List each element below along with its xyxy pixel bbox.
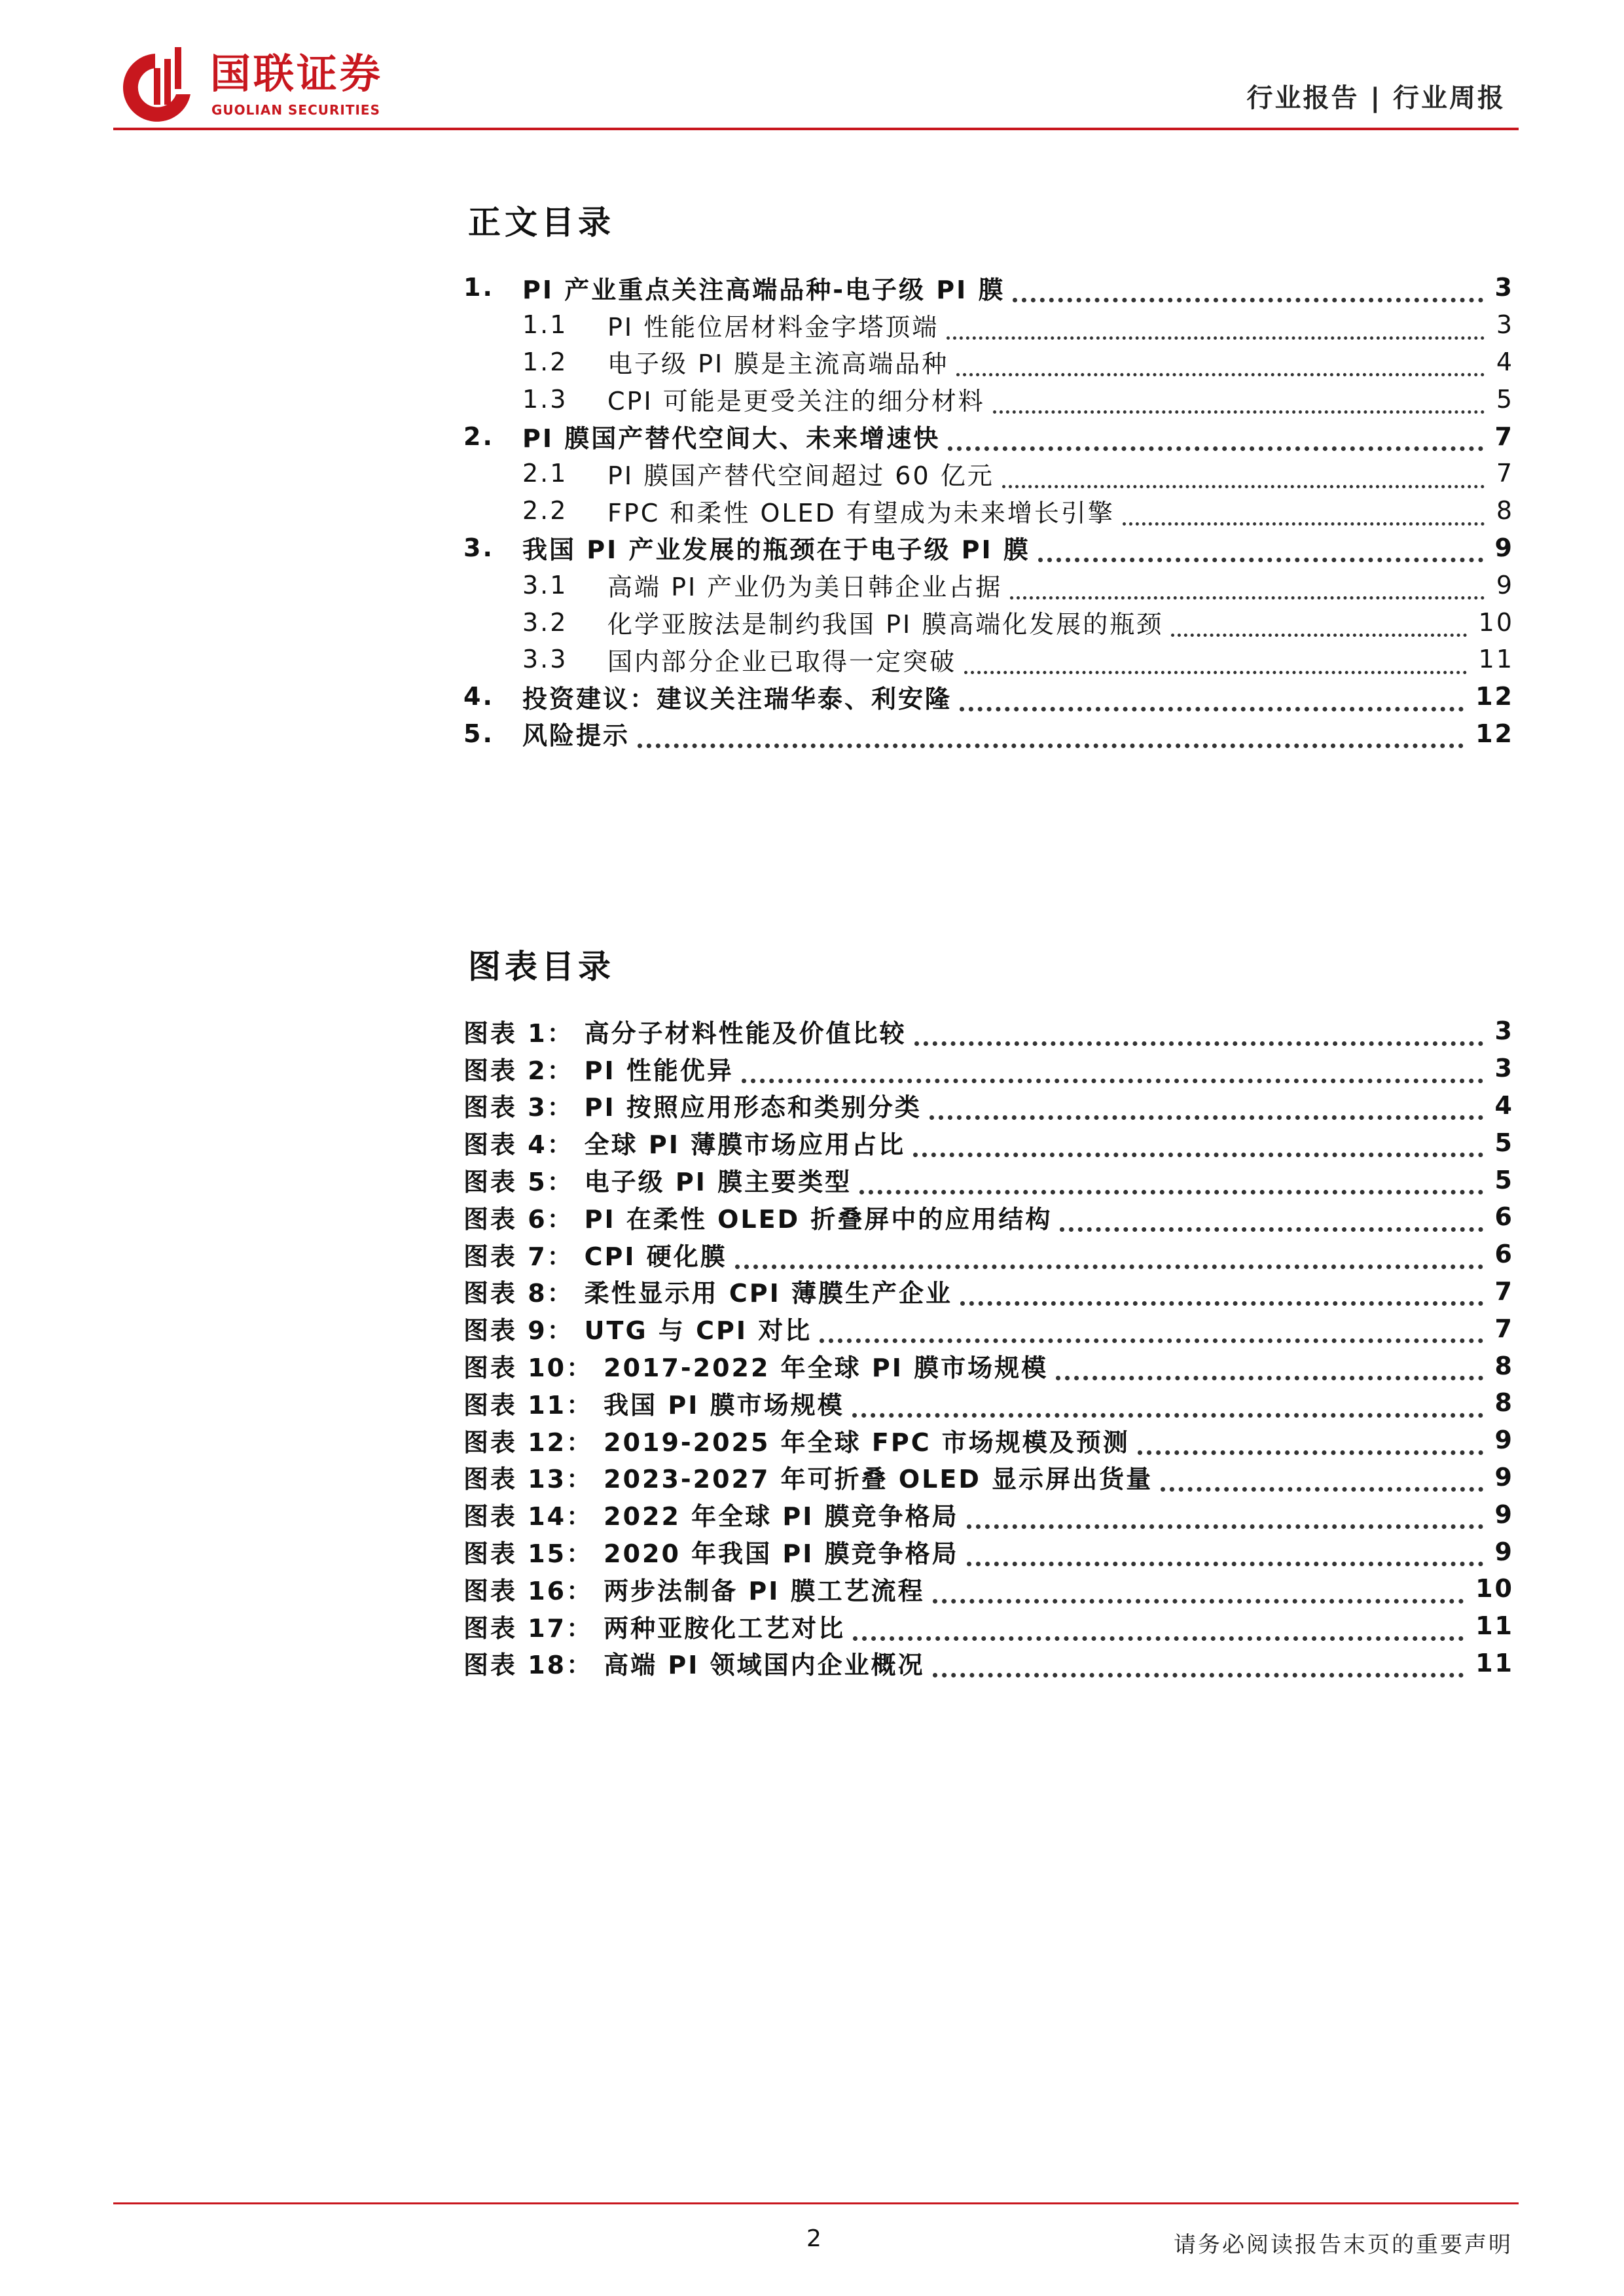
entry-number: 图表 13： — [463, 1465, 594, 1494]
entry-page-number: 9 — [1494, 1462, 1514, 1492]
dot-leader — [947, 314, 1485, 340]
figure-toc-entry[interactable] — [463, 1645, 1514, 1682]
toc-entry[interactable] — [463, 492, 1514, 529]
dot-leader — [960, 685, 1464, 711]
entry-title: PI 膜国产替代空间大、未来增速快 — [522, 424, 941, 454]
dot-leader — [956, 350, 1485, 376]
dot-leader — [1161, 1465, 1483, 1492]
entry-number: 4. — [463, 682, 494, 711]
entry-number: 3.1 — [522, 570, 568, 600]
entry-title: PI 性能位居材料金字塔顶端 — [607, 312, 939, 342]
dot-leader — [967, 1503, 1483, 1529]
entry-title: PI 性能优异 — [584, 1056, 734, 1085]
entry-number: 图表 18： — [463, 1651, 594, 1680]
dot-leader — [1038, 536, 1483, 562]
dot-leader — [1056, 1354, 1483, 1380]
dot-leader — [960, 1280, 1483, 1306]
toc-entry[interactable] — [463, 418, 1514, 455]
toc-entry[interactable] — [463, 566, 1514, 603]
dot-leader — [1060, 1206, 1483, 1232]
figure-toc-entry[interactable] — [463, 1050, 1514, 1087]
entry-title: PI 在柔性 OLED 折叠屏中的应用结构 — [584, 1204, 1053, 1234]
entry-page-number: 10 — [1478, 607, 1514, 637]
toc-entry[interactable] — [463, 306, 1514, 344]
entry-number: 1.2 — [522, 347, 568, 376]
figure-toc-entry[interactable] — [463, 1124, 1514, 1161]
entry-title: 国内部分企业已取得一定突破 — [607, 647, 957, 676]
entry-title: 两步法制备 PI 膜工艺流程 — [604, 1576, 925, 1605]
entry-number: 图表 17： — [463, 1613, 594, 1643]
toc-entry[interactable] — [463, 715, 1514, 753]
dot-leader — [914, 1020, 1483, 1046]
contents-list — [463, 269, 1514, 752]
entry-title: FPC 和柔性 OLED 有望成为未来增长引擎 — [607, 498, 1115, 528]
entry-page-number: 5 — [1494, 1165, 1514, 1194]
entry-number: 图表 8： — [463, 1279, 574, 1308]
dot-leader — [853, 1615, 1464, 1641]
toc-entry[interactable] — [463, 529, 1514, 567]
entry-number: 图表 1： — [463, 1018, 574, 1048]
entry-number: 3.2 — [522, 607, 568, 637]
entry-number: 2.1 — [522, 459, 568, 488]
entry-page-number: 3 — [1494, 1016, 1514, 1046]
figure-toc-entry[interactable] — [463, 1347, 1514, 1384]
entry-title: CPI 可能是更受关注的细分材料 — [607, 387, 985, 416]
logo-chinese-name: 国联证券 — [210, 50, 384, 98]
dot-leader — [1123, 499, 1485, 526]
entry-page-number: 7 — [1494, 422, 1514, 451]
entry-title: 2017-2022 年全球 PI 膜市场规模 — [604, 1354, 1049, 1383]
figure-toc-entry[interactable] — [463, 1384, 1514, 1422]
dot-leader — [948, 425, 1483, 451]
entry-page-number: 7 — [1494, 1314, 1514, 1343]
entry-number: 图表 3： — [463, 1093, 574, 1122]
dot-leader — [638, 722, 1464, 748]
entry-title: 投资建议：建议关注瑞华泰、利安隆 — [522, 684, 952, 713]
figure-toc-entry[interactable] — [463, 1198, 1514, 1236]
entry-number: 2. — [463, 422, 494, 451]
entry-number: 图表 10： — [463, 1354, 594, 1383]
entry-number: 图表 15： — [463, 1539, 594, 1569]
entry-page-number: 7 — [1494, 1276, 1514, 1306]
figure-toc-entry[interactable] — [463, 1161, 1514, 1198]
entry-number: 图表 6： — [463, 1204, 574, 1234]
entry-title: 全球 PI 薄膜市场应用占比 — [584, 1130, 906, 1160]
entry-page-number: 8 — [1496, 496, 1514, 526]
entry-number: 3.3 — [522, 645, 568, 674]
entry-title: 2023-2027 年可折叠 OLED 显示屏出货量 — [604, 1465, 1153, 1494]
dot-leader — [1013, 276, 1483, 302]
dot-leader — [852, 1391, 1483, 1418]
entry-number: 5. — [463, 719, 494, 748]
footer-disclaimer: 请务必阅读报告末页的重要声明 — [1174, 2232, 1513, 2258]
entry-page-number: 9 — [1494, 1499, 1514, 1529]
entry-title: 电子级 PI 膜主要类型 — [584, 1168, 852, 1197]
entry-page-number: 3 — [1496, 310, 1514, 340]
entry-number: 图表 4： — [463, 1130, 574, 1160]
toc-entry[interactable] — [463, 344, 1514, 381]
guolian-logo — [113, 42, 421, 127]
entry-page-number: 9 — [1496, 570, 1514, 600]
entry-number: 图表 7： — [463, 1242, 574, 1271]
entry-page-number: 12 — [1475, 719, 1514, 748]
dot-leader — [1171, 611, 1466, 637]
entry-title: 2020 年我国 PI 膜竞争格局 — [604, 1539, 959, 1569]
entry-title: 电子级 PI 膜是主流高端品种 — [607, 350, 949, 379]
entry-number: 1.3 — [522, 384, 568, 414]
figure-toc-entry[interactable] — [463, 1533, 1514, 1570]
entry-page-number: 3 — [1494, 273, 1514, 302]
entry-number: 3. — [463, 533, 494, 562]
figure-toc-entry[interactable] — [463, 1236, 1514, 1273]
dot-leader — [933, 1577, 1464, 1604]
figures-list — [463, 1013, 1514, 1681]
figure-toc-entry[interactable] — [463, 1570, 1514, 1607]
page-header — [113, 39, 1519, 131]
entry-number: 图表 2： — [463, 1056, 574, 1085]
entry-number: 图表 16： — [463, 1576, 594, 1605]
entry-title: 我国 PI 膜市场规模 — [604, 1390, 844, 1420]
dot-leader — [967, 1540, 1483, 1566]
entry-number: 图表 9： — [463, 1316, 574, 1346]
entry-title: PI 膜国产替代空间超过 60 亿元 — [607, 461, 994, 490]
entry-page-number: 9 — [1494, 1537, 1514, 1566]
entry-title: 2019-2025 年全球 FPC 市场规模及预测 — [604, 1427, 1130, 1457]
dot-leader — [993, 387, 1485, 414]
logo-english-name: GUOLIAN SECURITIES — [211, 102, 380, 118]
entry-page-number: 12 — [1475, 682, 1514, 711]
entry-page-number: 6 — [1494, 1202, 1514, 1232]
figure-toc-entry[interactable] — [463, 1459, 1514, 1496]
guolian-logo-icon — [113, 42, 198, 127]
figure-toc-entry[interactable] — [463, 1013, 1514, 1050]
entry-page-number: 4 — [1494, 1090, 1514, 1120]
entry-page-number: 9 — [1494, 1426, 1514, 1455]
entry-number: 2.2 — [522, 496, 568, 526]
header-divider — [113, 128, 1519, 130]
entry-title: 风险提示 — [522, 721, 630, 751]
dot-leader — [964, 648, 1467, 674]
entry-number: 1.1 — [522, 310, 568, 340]
report-type-label: 行业报告 | 行业周报 — [1246, 83, 1506, 113]
toc-entry[interactable] — [463, 678, 1514, 715]
entry-title: 我国 PI 产业发展的瓶颈在于电子级 PI 膜 — [522, 535, 1030, 565]
dot-leader — [820, 1317, 1483, 1343]
entry-title: 高端 PI 产业仍为美日韩企业占据 — [607, 573, 1003, 602]
entry-title: 化学亚胺法是制约我国 PI 膜高端化发展的瓶颈 — [607, 610, 1164, 639]
dot-leader — [1138, 1429, 1483, 1455]
entry-title: PI 按照应用形态和类别分类 — [584, 1093, 922, 1122]
entry-title: 2022 年全球 PI 膜竞争格局 — [604, 1502, 959, 1532]
entry-page-number: 11 — [1475, 1648, 1514, 1677]
entry-page-number: 4 — [1496, 347, 1514, 376]
figure-toc-entry[interactable] — [463, 1310, 1514, 1347]
dot-leader — [913, 1131, 1483, 1157]
figure-toc-entry[interactable] — [463, 1273, 1514, 1310]
entry-title: 高端 PI 领域国内企业概况 — [604, 1651, 925, 1680]
entry-title: 柔性显示用 CPI 薄膜生产企业 — [584, 1279, 953, 1308]
figures-heading: 图表目录 — [468, 948, 615, 986]
figure-toc-entry[interactable] — [463, 1496, 1514, 1533]
entry-page-number: 6 — [1494, 1240, 1514, 1269]
entry-page-number: 8 — [1494, 1351, 1514, 1380]
entry-title: PI 产业重点关注高端品种-电子级 PI 膜 — [522, 275, 1005, 304]
toc-entry[interactable] — [463, 380, 1514, 418]
dot-leader — [1002, 462, 1485, 488]
entry-title: 两种亚胺化工艺对比 — [604, 1613, 846, 1643]
footer-divider — [113, 2202, 1519, 2204]
entry-number: 图表 11： — [463, 1390, 594, 1420]
entry-page-number: 9 — [1494, 533, 1514, 562]
entry-page-number: 10 — [1475, 1574, 1514, 1604]
entry-page-number: 5 — [1494, 1128, 1514, 1157]
entry-number: 图表 14： — [463, 1502, 594, 1532]
entry-page-number: 11 — [1475, 1611, 1514, 1641]
toc-entry[interactable] — [463, 455, 1514, 492]
page-number: 2 — [806, 2225, 821, 2252]
entry-title: 高分子材料性能及价值比较 — [584, 1018, 907, 1048]
toc-entry[interactable] — [463, 641, 1514, 678]
toc-entry[interactable] — [463, 269, 1514, 306]
toc-entry[interactable] — [463, 603, 1514, 641]
dot-leader — [742, 1057, 1483, 1083]
figure-toc-entry[interactable] — [463, 1607, 1514, 1645]
dot-leader — [933, 1651, 1464, 1677]
dot-leader — [735, 1243, 1483, 1269]
entry-page-number: 3 — [1494, 1054, 1514, 1083]
entry-title: CPI 硬化膜 — [584, 1242, 727, 1271]
entry-number: 图表 5： — [463, 1168, 574, 1197]
entry-page-number: 5 — [1496, 384, 1514, 414]
entry-title: UTG 与 CPI 对比 — [584, 1316, 812, 1346]
figure-toc-entry[interactable] — [463, 1087, 1514, 1124]
figure-toc-entry[interactable] — [463, 1422, 1514, 1459]
dot-leader — [859, 1168, 1483, 1194]
entry-number: 图表 12： — [463, 1427, 594, 1457]
entry-page-number: 11 — [1478, 645, 1514, 674]
dot-leader — [1010, 573, 1485, 600]
contents-heading: 正文目录 — [468, 204, 615, 242]
dot-leader — [929, 1094, 1483, 1120]
entry-number: 1. — [463, 273, 494, 302]
entry-page-number: 8 — [1494, 1388, 1514, 1418]
entry-page-number: 7 — [1496, 459, 1514, 488]
